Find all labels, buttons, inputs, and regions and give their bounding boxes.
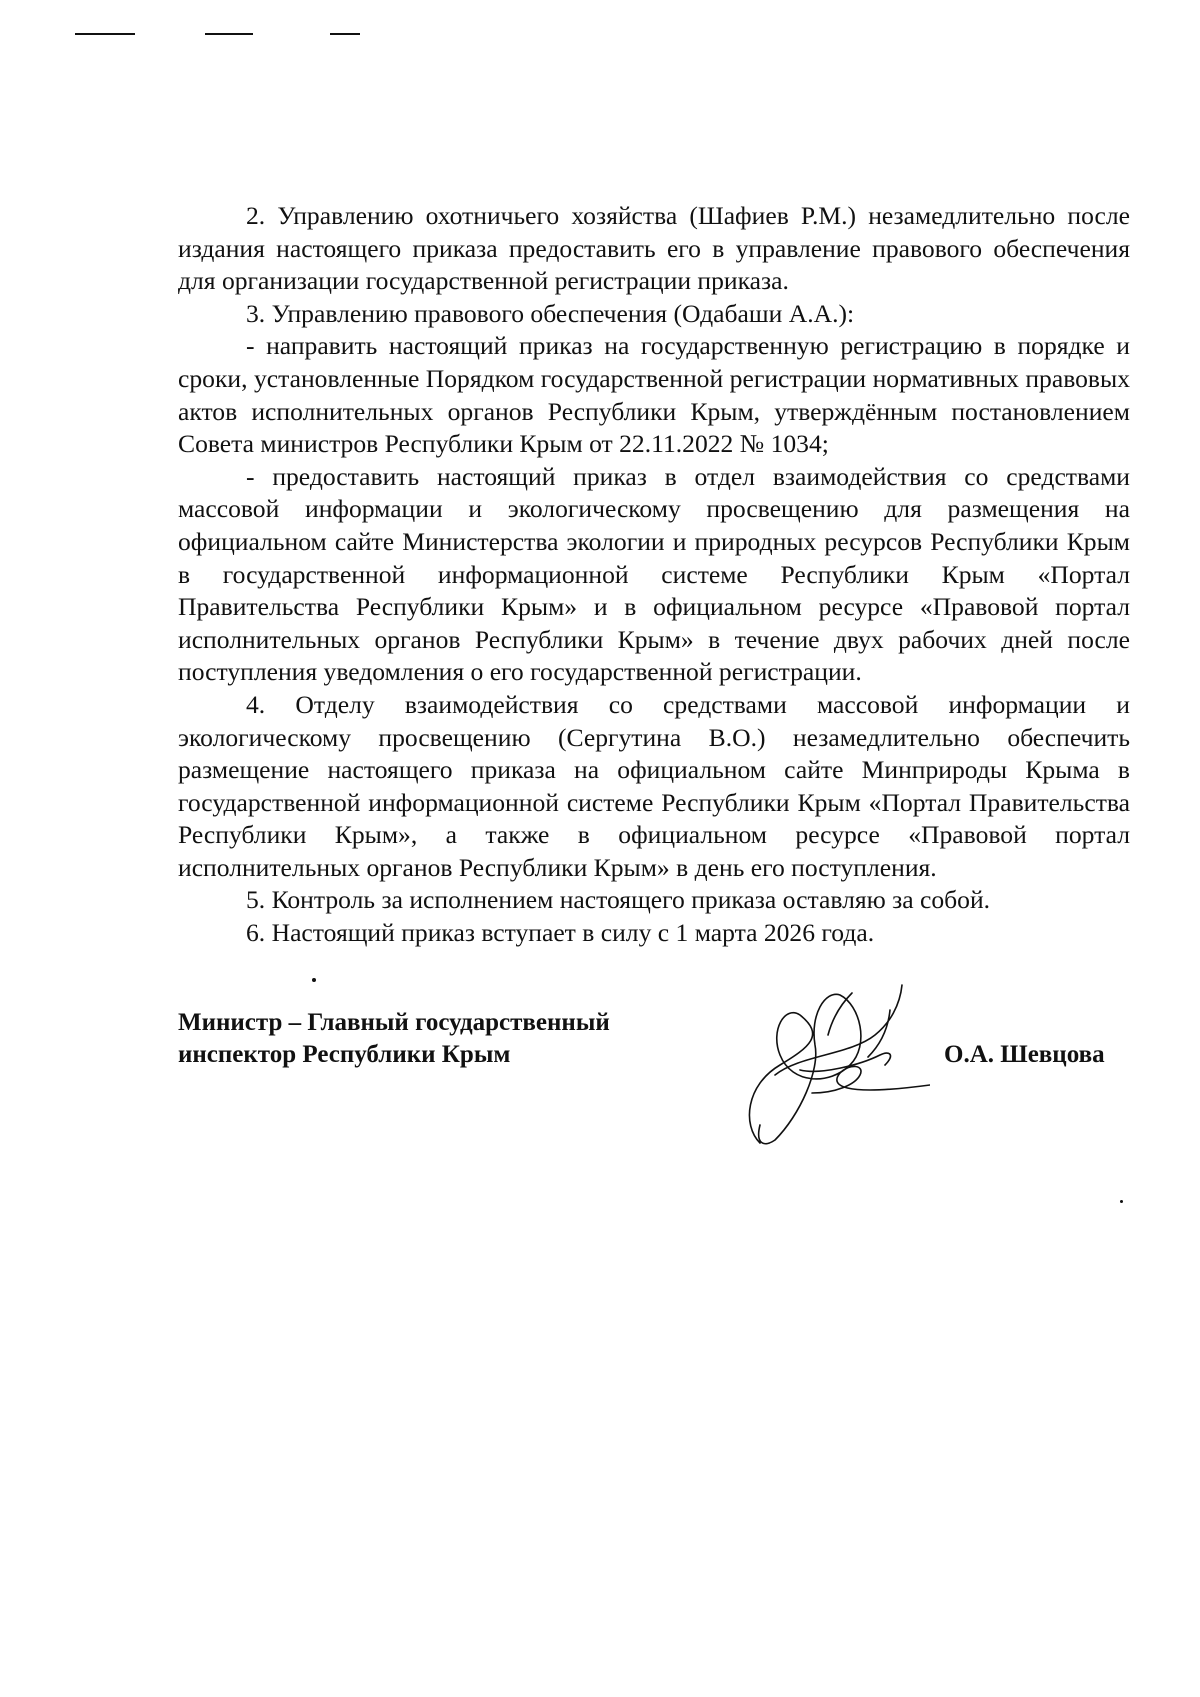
paragraph-item-3-dash-2: - предоставить настоящий приказ в отдел взаимодействия со средствами массовой информации и экологическому просвещению для размещения на официальном сайте Министерства экологии и природных ресурсов Республики Крым в государственной информационной системе Республики Крым «Портал Правительства Республики Крым» и в официальном ресурсе «Правовой портал исполнительных органов Республики Крым» в течение двух рабочих дней после поступления уведомления о его государственной регистрации.: [178, 461, 1130, 687]
signatory-title-line-2: инспектор Республики Крым: [178, 1041, 511, 1068]
paragraph-item-2: 2. Управлению охотничьего хозяйства (Шафиев Р.М.) незамедлительно после издания настоящего приказа предоставить его в управление правового обеспечения для организации государственной регистрации приказа.: [178, 201, 1130, 296]
paragraph-item-3: 3. Управлению правового обеспечения (Одабаши А.А.):: [246, 298, 855, 328]
signatory-name: О.А. Шевцова: [944, 1041, 1105, 1068]
scan-mark: [75, 33, 135, 35]
paragraph-item-6: 6. Настоящий приказ вступает в силу с 1 марта 2026 года.: [246, 918, 875, 948]
top-scan-marks: [0, 33, 400, 37]
signatory-title-line-1: Министр – Главный государственный: [178, 1009, 610, 1036]
scan-mark: [330, 33, 360, 35]
signatory-title: [178, 1007, 610, 1071]
document-body: [178, 200, 1130, 950]
handwritten-signature: [740, 975, 930, 1150]
paragraph-item-3-dash-1: - направить настоящий приказ на государственную регистрацию в порядке и сроки, установленные Порядком государственной регистрации нормативных правовых актов исполнительных органов Республики Крым, утверждённым постановлением Совета министров Республики Крым от 22.11.2022 № 1034;: [178, 331, 1130, 459]
paragraph-item-5: 5. Контроль за исполнением настоящего приказа оставляю за собой.: [246, 885, 991, 915]
scan-dot: [312, 978, 316, 982]
scan-dot: [1120, 1200, 1123, 1203]
scan-mark: [205, 33, 253, 35]
paragraph-item-4: 4. Отделу взаимодействия со средствами массовой информации и экологическому просвещению (Сергутина В.О.) незамедлительно обеспечить размещение настоящего приказа на официальном сайте Минприроды Крыма в государственной информационной системе Республики Крым «Портал Правительства Республики Крым», а также в официальном ресурсе «Правовой портал исполнительных органов Республики Крым» в день его поступления.: [178, 689, 1130, 882]
